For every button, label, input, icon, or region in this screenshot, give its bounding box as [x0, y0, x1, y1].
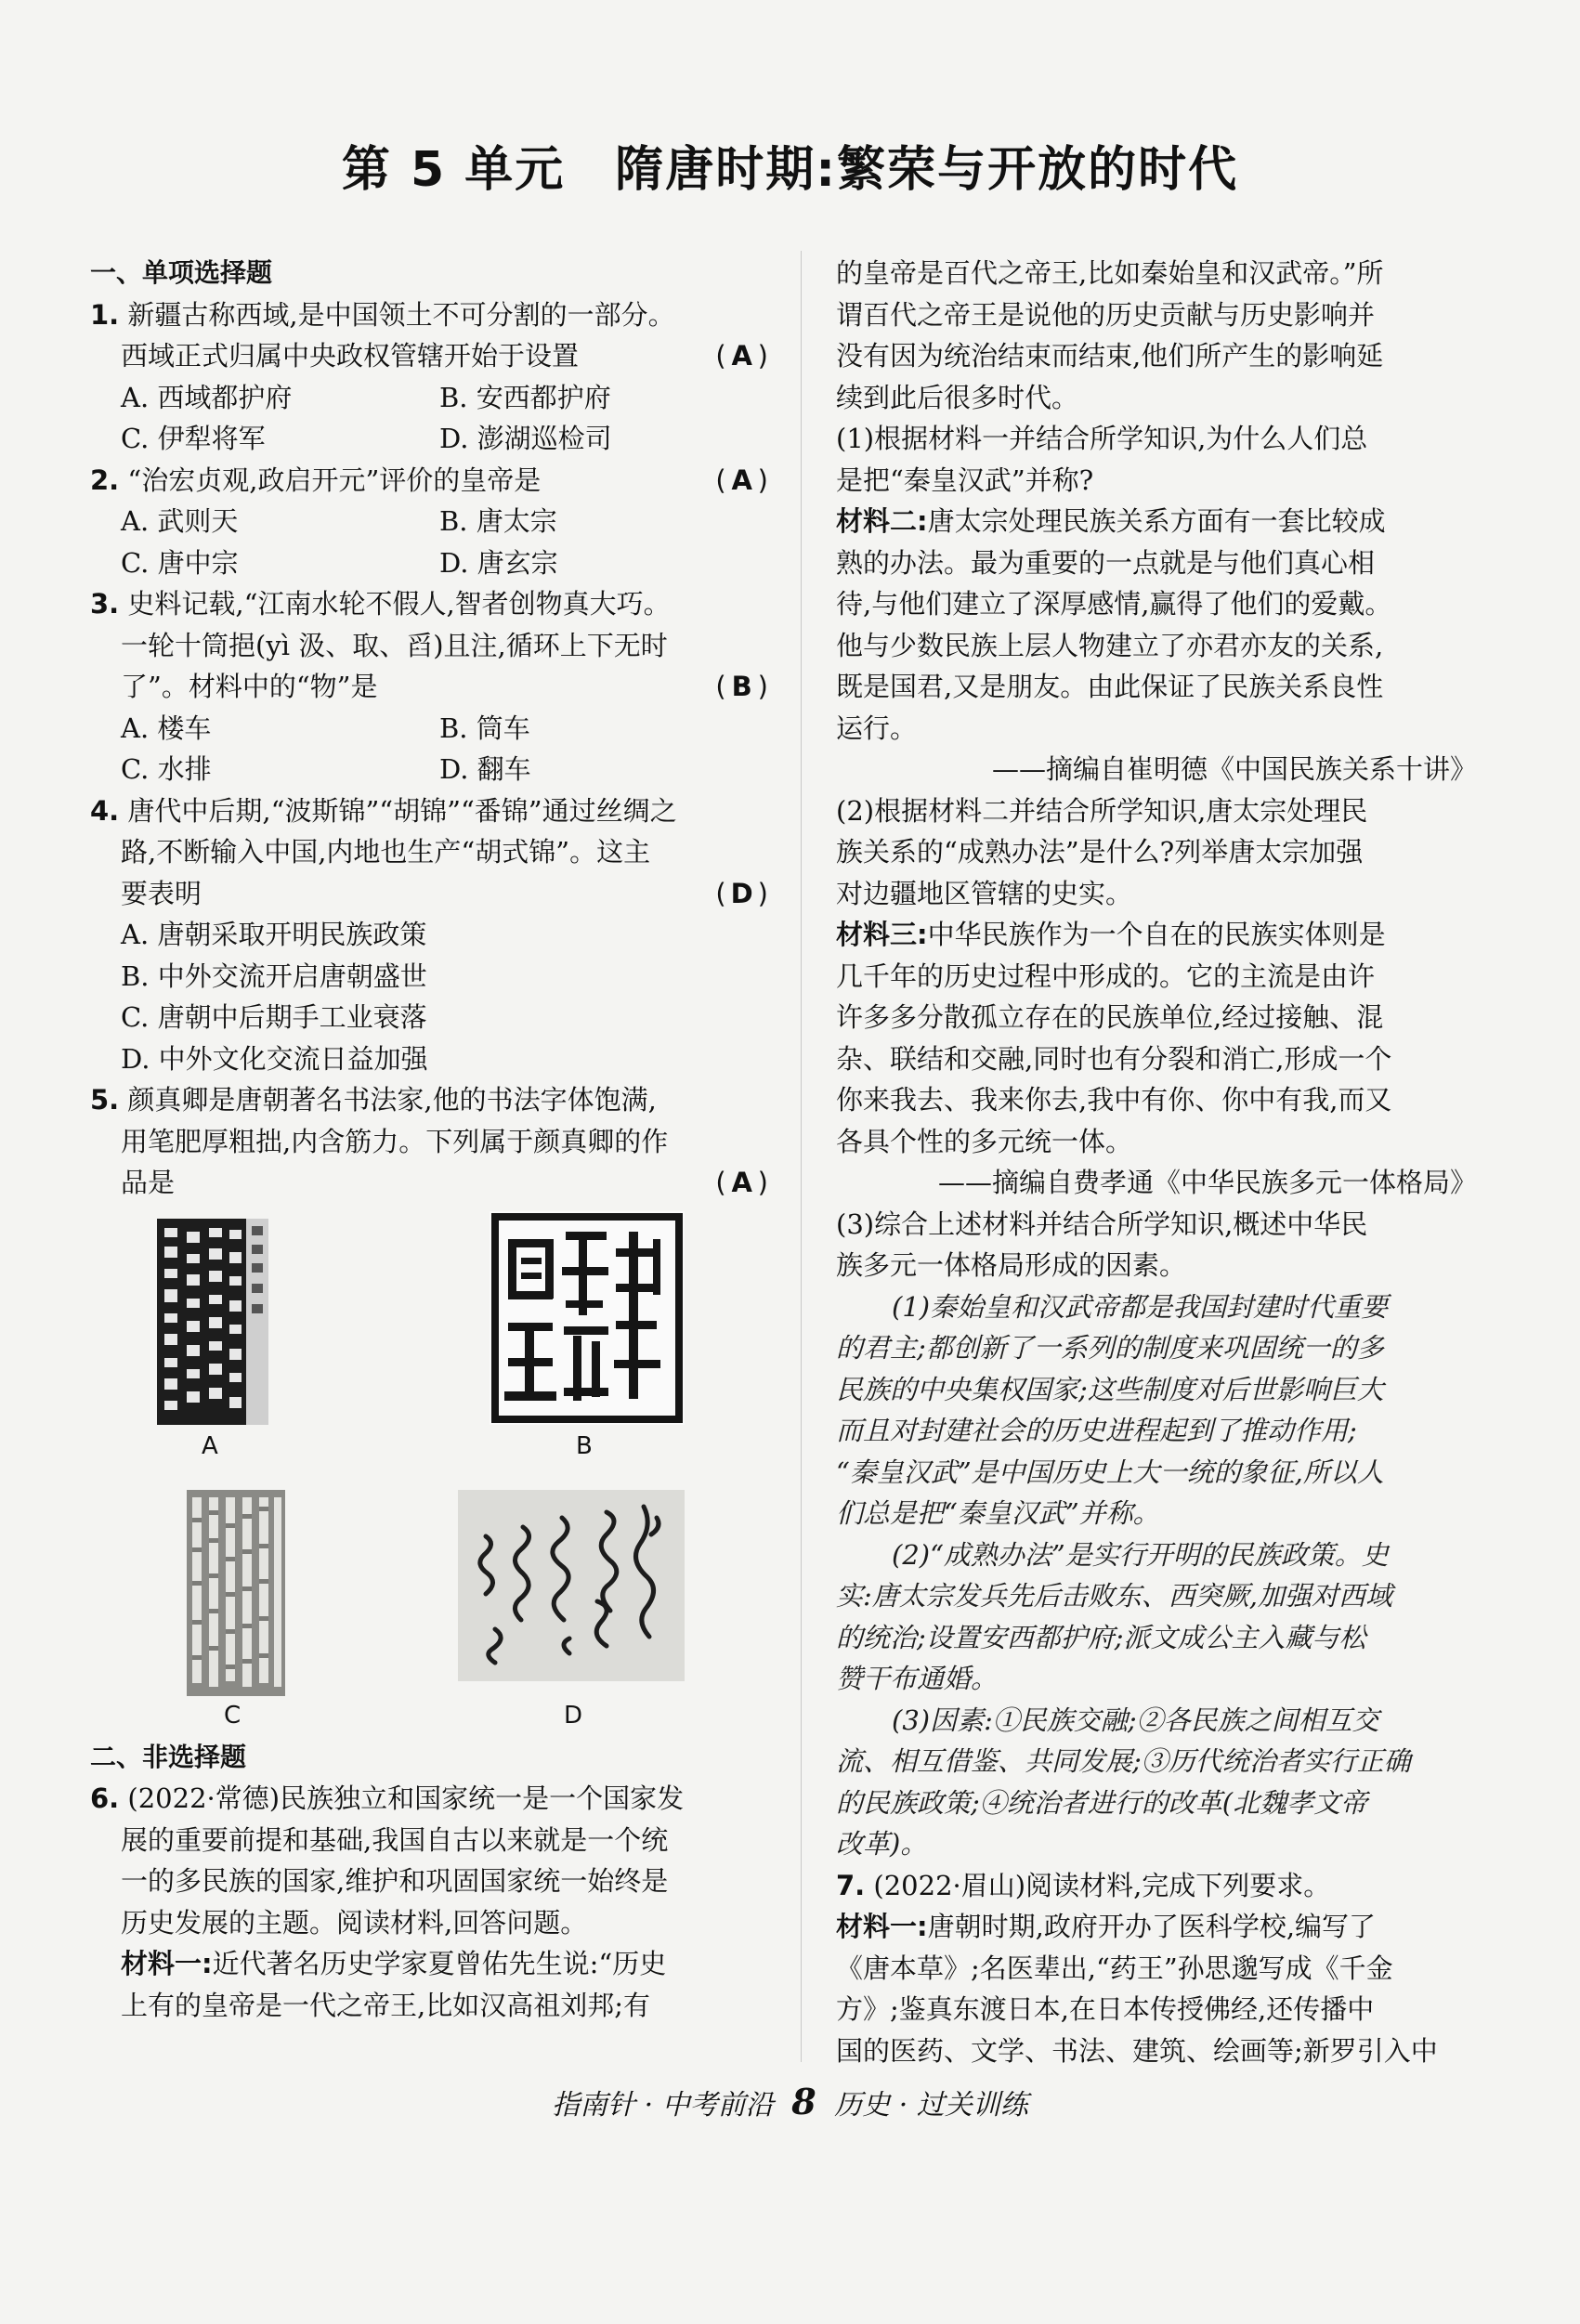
question-text: 要表明 — [121, 877, 202, 909]
question-text: 唐代中后期,“波斯锦”“胡锦”“番锦”通过丝绸之 — [127, 794, 677, 827]
handwritten-answer: 赞干布通婚。 — [836, 1663, 999, 1694]
right-column — [836, 253, 1477, 2071]
sub-question: 是把“秦皇汉武”并称? — [836, 463, 1094, 496]
material-text: 的皇帝是百代之帝王,比如秦始皇和汉武帝。”所 — [836, 257, 1384, 289]
calligraphy-image-c — [187, 1490, 285, 1696]
footer-right: 历史 · 过关训练 — [834, 2089, 1028, 2122]
page-footer — [0, 2081, 1580, 2122]
sub-question: 族关系的“成熟办法”是什么?列举唐太宗加强 — [836, 836, 1364, 868]
material-text: 续到此后很多时代。 — [836, 381, 1079, 413]
option: D. 中外文化交流日益加强 — [121, 1042, 428, 1075]
sub-question: 族多元一体格局形成的因素。 — [836, 1249, 1187, 1281]
handwritten-answer: 而且对封建社会的历史进程起到了推动作用; — [836, 1415, 1357, 1446]
option: B. 筒车 — [439, 712, 530, 744]
option: C. 唐中宗 — [121, 546, 239, 579]
footer-left: 指南针 · 中考前沿 — [552, 2089, 774, 2122]
material-text — [836, 501, 1477, 542]
question-text: (2022·常德)民族独立和国家统一是一个国家发 — [127, 1782, 685, 1814]
page-title: 第 5 单元 隋唐时期:繁荣与开放的时代 — [341, 142, 1239, 198]
question-number: 4. — [90, 794, 120, 827]
sub-question: (1)根据材料一并结合所学知识,为什么人们总 — [836, 423, 1368, 454]
handwritten-answer: 实:唐太宗发兵先后击败东、西突厥,加强对西域 — [836, 1580, 1392, 1612]
question-1 — [90, 294, 768, 336]
answer: D — [730, 877, 753, 909]
material-text: 谓百代之帝王是说他的历史贡献与历史影响并 — [836, 298, 1376, 331]
question-text: 用笔肥厚粗拙,内含筋力。下列属于颜真卿的作 — [121, 1125, 669, 1157]
question-text: 历史发展的主题。阅读材料,回答问题。 — [121, 1906, 588, 1939]
option: D. 唐玄宗 — [439, 546, 558, 579]
material-text: 《唐本草》;名医辈出,“药王”孙思邈写成《千金 — [836, 1952, 1393, 1984]
material-text: 唐朝时期,政府开办了医科学校,编写了 — [927, 1911, 1377, 1942]
handwritten-answer: 的民族政策;④统治者进行的改革(北魏孝文帝 — [836, 1786, 1368, 1819]
question-number: 6. — [90, 1782, 120, 1814]
material-text: 唐太宗处理民族关系方面有一套比较成 — [927, 505, 1386, 537]
handwritten-answer: (3)因素:①民族交融;②各民族之间相互交 — [892, 1704, 1379, 1736]
answer-bracket: ( A ) — [715, 1162, 768, 1204]
left-column — [90, 253, 768, 2026]
column-divider — [801, 251, 802, 2062]
option: A. 西域都护府 — [121, 381, 293, 413]
seal-image-b — [490, 1211, 685, 1425]
options-row — [90, 542, 768, 584]
handwritten-answer: 们总是把“秦皇汉武”并称。 — [836, 1497, 1160, 1529]
question-text: 一轮十筒挹(yì 汲、取、舀)且注,循环上下无时 — [121, 629, 668, 661]
handwritten-answer: 的统治;设置安西都护府;派文成公主入藏与松 — [836, 1621, 1366, 1653]
option: B. 中外交流开启唐朝盛世 — [121, 960, 427, 992]
figure-label-d: D — [564, 1701, 583, 1730]
material-text — [836, 1906, 1477, 1948]
question-text — [90, 666, 768, 708]
source-citation: ——摘编自崔明德《中国民族关系十讲》 — [991, 753, 1477, 785]
figure-label-b: B — [576, 1431, 593, 1460]
question-text: 西域正式归属中央政权管辖开始于设置 — [121, 340, 580, 372]
question-text: 品是 — [121, 1167, 176, 1198]
question-2 — [90, 460, 768, 502]
material-text: 熟的办法。最为重要的一点就是与他们真心相 — [836, 546, 1376, 579]
question-text: 展的重要前提和基础,我国自古以来就是一个统 — [121, 1823, 669, 1856]
question-text: 了”。材料中的“物”是 — [121, 671, 378, 702]
material-label: 材料一: — [121, 1948, 213, 1979]
material-text — [90, 1943, 768, 1985]
option: C. 水排 — [121, 753, 212, 785]
handwritten-answer: 改革)。 — [836, 1828, 928, 1860]
question-number: 1. — [90, 298, 120, 331]
question-number: 7. — [836, 1869, 866, 1901]
material-text: 他与少数民族上层人物建立了亦君亦友的关系, — [836, 629, 1384, 661]
option: D. 澎湖巡检司 — [439, 423, 612, 454]
question-text: 一的多民族的国家,维护和巩固国家统一始终是 — [121, 1865, 669, 1897]
sub-question: 对边疆地区管辖的史实。 — [836, 877, 1133, 909]
material-text: 待,与他们建立了深厚感情,赢得了他们的爱戴。 — [836, 588, 1392, 620]
calligraphy-image-d — [458, 1490, 685, 1681]
question-text — [90, 1162, 768, 1204]
option: A. 武则天 — [121, 505, 239, 537]
material-text: 杂、联结和交融,同时也有分裂和消亡,形成一个 — [836, 1042, 1392, 1075]
option: D. 翻车 — [439, 753, 531, 785]
section-heading: 二、非选择题 — [90, 1741, 247, 1772]
material-text: 国的医药、文学、书法、建筑、绘画等;新罗引入中 — [836, 2034, 1438, 2067]
question-text — [90, 335, 768, 377]
options-row — [90, 749, 768, 790]
question-text: 新疆古称西域,是中国领土不可分割的一部分。 — [127, 298, 675, 331]
question-6 — [90, 1778, 768, 1820]
sub-question: (3)综合上述材料并结合所学知识,概述中华民 — [836, 1208, 1368, 1240]
answer: A — [731, 463, 752, 496]
figure-label-c: C — [224, 1701, 242, 1730]
material-text: 既是国君,又是朋友。由此保证了民族关系良性 — [836, 671, 1384, 702]
option: C. 唐朝中后期手工业衰落 — [121, 1001, 427, 1033]
question-text: (2022·眉山)阅读材料,完成下列要求。 — [873, 1869, 1331, 1901]
calligraphy-image-a — [157, 1219, 268, 1425]
material-text: 运行。 — [836, 712, 918, 744]
material-text: 中华民族作为一个自在的民族实体则是 — [927, 919, 1386, 950]
handwritten-answer: (1)秦始皇和汉武帝都是我国封建时代重要 — [892, 1290, 1389, 1323]
handwritten-answer: 流、相互借鉴、共同发展;③历代统治者实行正确 — [836, 1745, 1411, 1777]
option: B. 唐太宗 — [439, 505, 557, 537]
material-label: 材料二: — [836, 505, 928, 537]
question-3 — [90, 583, 768, 625]
calligraphy-figures — [90, 1211, 768, 1731]
option: C. 伊犁将军 — [121, 423, 266, 454]
option: A. 楼车 — [121, 712, 212, 744]
options-row — [90, 501, 768, 542]
handwritten-answer: (2)“成熟办法”是实行开明的民族政策。史 — [892, 1538, 1389, 1571]
handwritten-answer: 民族的中央集权国家;这些制度对后世影响巨大 — [836, 1373, 1384, 1405]
options-row — [90, 377, 768, 419]
options-row — [90, 708, 768, 750]
material-label: 材料三: — [836, 919, 928, 950]
answer: A — [731, 340, 752, 372]
question-7 — [836, 1865, 1477, 1907]
material-text: 许多多分散孤立存在的民族单位,经过接触、混 — [836, 1001, 1384, 1033]
answer-bracket: ( D ) — [715, 873, 768, 915]
question-text: 路,不断输入中国,内地也生产“胡式锦”。这主 — [121, 836, 651, 868]
handwritten-answer: 的君主;都创新了一系列的制度来巩固统一的多 — [836, 1332, 1384, 1364]
section-heading: 一、单项选择题 — [90, 257, 273, 288]
answer-bracket: ( A ) — [715, 460, 768, 502]
question-text: 颜真卿是唐朝著名书法家,他的书法字体饱满, — [127, 1084, 657, 1116]
material-text: 方》;鉴真东渡日本,在日本传授佛经,还传播中 — [836, 1993, 1375, 2025]
question-5 — [90, 1079, 768, 1121]
question-4 — [90, 790, 768, 832]
handwritten-answer: “秦皇汉武”是中国历史上大一统的象征,所以人 — [836, 1456, 1384, 1488]
sub-question: (2)根据材料二并结合所学知识,唐太宗处理民 — [836, 794, 1368, 827]
material-text: 你来我去、我来你去,我中有你、你中有我,而又 — [836, 1084, 1392, 1116]
answer-bracket: ( B ) — [715, 666, 768, 708]
answer: A — [731, 1167, 752, 1198]
material-text: 没有因为统治结束而结束,他们所产生的影响延 — [836, 340, 1384, 372]
material-text: 各具个性的多元统一体。 — [836, 1125, 1133, 1157]
question-text: 史料记载,“江南水轮不假人,智者创物真大巧。 — [127, 588, 671, 620]
answer-bracket: ( A ) — [715, 335, 768, 377]
material-text: 上有的皇帝是一代之帝王,比如汉高祖刘邦;有 — [121, 1989, 650, 2021]
page-number: 8 — [791, 2081, 816, 2122]
question-text — [90, 873, 768, 915]
figure-label-a: A — [202, 1431, 218, 1460]
answer: B — [731, 671, 752, 702]
question-number: 2. — [90, 463, 120, 496]
option: B. 安西都护府 — [439, 381, 611, 413]
material-text: 几千年的历史过程中形成的。它的主流是由许 — [836, 960, 1376, 992]
question-text: “治宏贞观,政启开元”评价的皇帝是 — [127, 463, 542, 496]
material-label: 材料一: — [836, 1911, 928, 1942]
source-citation: ——摘编自费孝通《中华民族多元一体格局》 — [937, 1167, 1477, 1198]
material-text: 近代著名历史学家夏曾佑先生说:“历史 — [212, 1948, 667, 1979]
material-text — [836, 914, 1477, 956]
option: A. 唐朝采取开明民族政策 — [121, 919, 427, 950]
question-number: 3. — [90, 588, 120, 620]
options-row — [90, 418, 768, 460]
question-number: 5. — [90, 1084, 120, 1116]
